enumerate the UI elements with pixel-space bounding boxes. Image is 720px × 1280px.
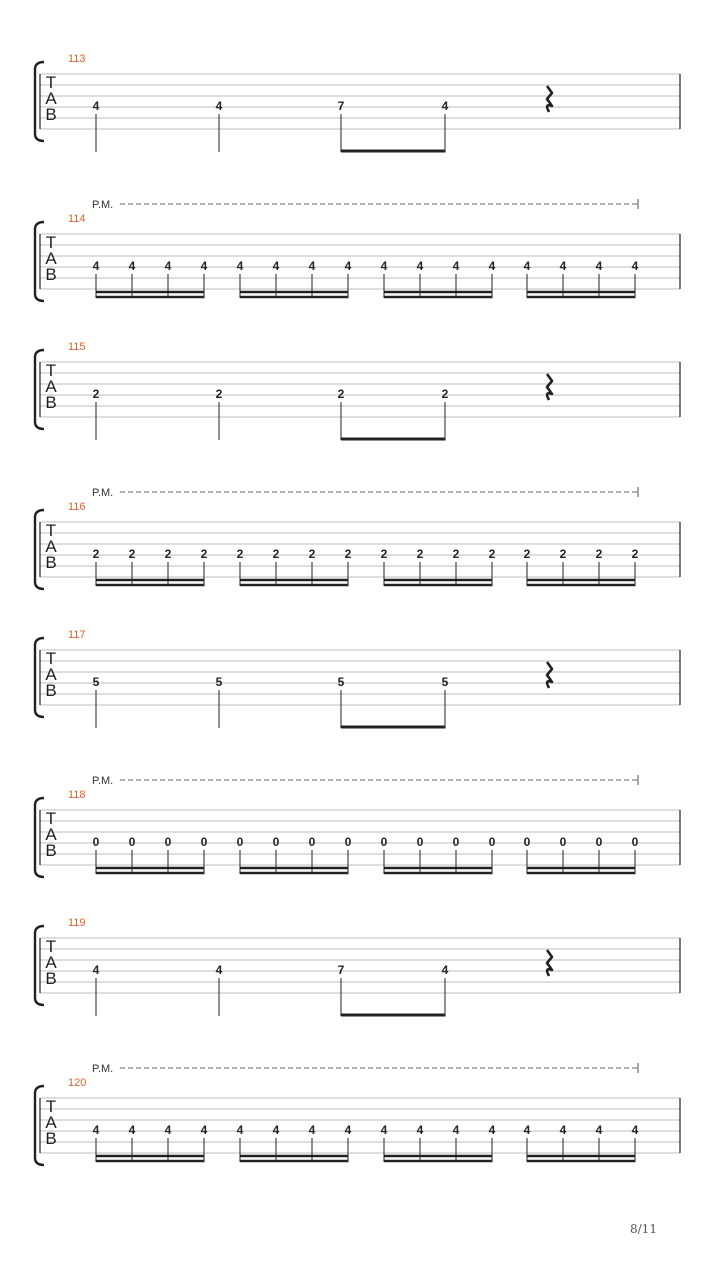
tab-clef-letter: A	[45, 665, 57, 684]
fret-number: 4	[344, 259, 352, 273]
fret-number: 0	[380, 835, 388, 849]
staff-system-117	[35, 629, 680, 728]
measure-number: 115	[68, 341, 86, 353]
measure-number: 113	[68, 53, 86, 65]
fret-number: 2	[344, 547, 352, 561]
fret-number: 2	[164, 547, 172, 561]
tab-clef-letter: A	[45, 1113, 57, 1132]
fret-number: 2	[215, 387, 223, 401]
fret-number: 2	[200, 547, 208, 561]
palm-mute-label: P.M.	[92, 487, 114, 499]
fret-number: 4	[128, 259, 136, 273]
tab-clef-letter: B	[45, 1129, 57, 1148]
tab-clef-letter: A	[45, 537, 57, 556]
fret-number: 7	[337, 99, 345, 113]
tab-clef-letter: B	[45, 265, 57, 284]
tab-clef-letter: T	[45, 649, 57, 668]
quarter-rest	[547, 662, 552, 688]
fret-number: 4	[488, 259, 496, 273]
staff-system-120	[35, 1063, 680, 1165]
fret-number: 4	[272, 1123, 280, 1137]
fret-number: 4	[215, 963, 223, 977]
fret-number: 2	[631, 547, 639, 561]
staff-system-116	[35, 487, 680, 589]
measure-number: 114	[68, 213, 86, 225]
page-number: 8/11	[630, 1222, 657, 1236]
fret-number: 4	[92, 259, 100, 273]
tab-clef-letter: B	[45, 393, 57, 412]
fret-number: 4	[595, 259, 603, 273]
tab-clef-letter: T	[45, 73, 57, 92]
fret-number: 2	[272, 547, 280, 561]
fret-number: 0	[308, 835, 316, 849]
tab-clef-letter: A	[45, 377, 57, 396]
fret-number: 2	[92, 387, 100, 401]
fret-number: 4	[441, 99, 449, 113]
fret-number: 4	[272, 259, 280, 273]
fret-number: 0	[631, 835, 639, 849]
tab-clef-letter: B	[45, 105, 57, 124]
fret-number: 2	[523, 547, 531, 561]
fret-number: 5	[215, 675, 223, 689]
fret-number: 4	[380, 1123, 388, 1137]
tab-clef-letter: B	[45, 681, 57, 700]
fret-number: 4	[308, 259, 316, 273]
fret-number: 0	[452, 835, 460, 849]
fret-number: 4	[92, 99, 100, 113]
fret-number: 4	[452, 259, 460, 273]
quarter-rest	[547, 950, 552, 976]
fret-number: 4	[344, 1123, 352, 1137]
fret-number: 2	[308, 547, 316, 561]
fret-number: 7	[337, 963, 345, 977]
staff-system-114	[35, 199, 680, 301]
tab-clef-letter: T	[45, 937, 57, 956]
palm-mute-label: P.M.	[92, 1063, 114, 1075]
fret-number: 4	[164, 259, 172, 273]
fret-number: 5	[441, 675, 449, 689]
staff-system-115	[35, 341, 680, 440]
tab-clef-letter: T	[45, 233, 57, 252]
fret-number: 2	[559, 547, 567, 561]
fret-number: 4	[416, 259, 424, 273]
tab-clef-letter: B	[45, 841, 57, 860]
palm-mute-label: P.M.	[92, 199, 114, 211]
fret-number: 4	[595, 1123, 603, 1137]
tab-clef-letter: A	[45, 249, 57, 268]
fret-number: 0	[595, 835, 603, 849]
tab-clef-letter: T	[45, 809, 57, 828]
fret-number: 0	[416, 835, 424, 849]
fret-number: 0	[92, 835, 100, 849]
fret-number: 4	[631, 1123, 639, 1137]
fret-number: 4	[164, 1123, 172, 1137]
fret-number: 4	[380, 259, 388, 273]
quarter-rest	[547, 374, 552, 400]
staff-system-113	[35, 53, 680, 152]
fret-number: 4	[236, 1123, 244, 1137]
fret-number: 4	[128, 1123, 136, 1137]
fret-number: 2	[92, 547, 100, 561]
fret-number: 4	[92, 963, 100, 977]
fret-number: 0	[559, 835, 567, 849]
fret-number: 2	[236, 547, 244, 561]
staff-system-118	[35, 775, 680, 877]
fret-number: 0	[488, 835, 496, 849]
fret-number: 4	[200, 259, 208, 273]
tab-clef-letter: B	[45, 969, 57, 988]
tab-clef-letter: A	[45, 89, 57, 108]
tab-clef-letter: T	[45, 1097, 57, 1116]
measure-number: 117	[68, 629, 86, 641]
tab-clef-letter: T	[45, 361, 57, 380]
staff-system-119	[35, 917, 680, 1016]
measure-number: 119	[68, 917, 86, 929]
fret-number: 4	[236, 259, 244, 273]
fret-number: 0	[344, 835, 352, 849]
fret-number: 4	[452, 1123, 460, 1137]
fret-number: 4	[92, 1123, 100, 1137]
quarter-rest	[547, 86, 552, 112]
fret-number: 4	[200, 1123, 208, 1137]
fret-number: 4	[631, 259, 639, 273]
fret-number: 2	[337, 387, 345, 401]
fret-number: 4	[441, 963, 449, 977]
fret-number: 0	[272, 835, 280, 849]
fret-number: 2	[488, 547, 496, 561]
tab-clef-letter: A	[45, 953, 57, 972]
fret-number: 4	[215, 99, 223, 113]
fret-number: 0	[236, 835, 244, 849]
tab-clef-letter: T	[45, 521, 57, 540]
tab-clef-letter: B	[45, 553, 57, 572]
fret-number: 4	[416, 1123, 424, 1137]
fret-number: 4	[308, 1123, 316, 1137]
measure-number: 116	[68, 501, 86, 513]
fret-number: 5	[92, 675, 100, 689]
fret-number: 0	[523, 835, 531, 849]
fret-number: 4	[559, 1123, 567, 1137]
fret-number: 4	[523, 1123, 531, 1137]
fret-number: 2	[380, 547, 388, 561]
fret-number: 0	[200, 835, 208, 849]
fret-number: 2	[128, 547, 136, 561]
fret-number: 5	[337, 675, 345, 689]
fret-number: 2	[416, 547, 424, 561]
fret-number: 4	[559, 259, 567, 273]
fret-number: 2	[441, 387, 449, 401]
fret-number: 2	[452, 547, 460, 561]
fret-number: 0	[164, 835, 172, 849]
measure-number: 120	[68, 1077, 87, 1089]
fret-number: 4	[523, 259, 531, 273]
tab-clef-letter: A	[45, 825, 57, 844]
measure-number: 118	[68, 789, 86, 801]
fret-number: 0	[128, 835, 136, 849]
palm-mute-label: P.M.	[92, 775, 114, 787]
fret-number: 4	[488, 1123, 496, 1137]
fret-number: 2	[595, 547, 603, 561]
